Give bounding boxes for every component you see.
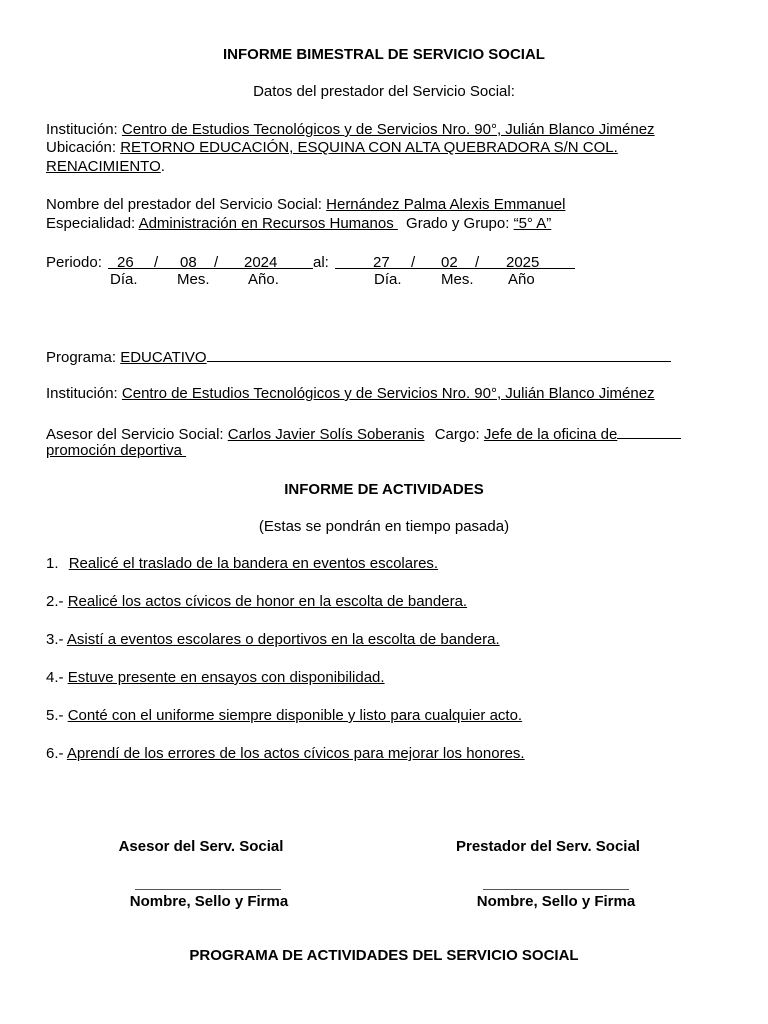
periodo-label: Periodo: xyxy=(46,254,102,271)
programa-institucion-label: Institución: xyxy=(46,385,118,402)
asesor-row xyxy=(46,424,681,444)
periodo-end-dia-caption: Día. xyxy=(374,271,402,288)
cargo-value-line1: Jefe de la oficina de xyxy=(483,426,618,443)
asesor-row-2 xyxy=(46,442,186,460)
periodo-sep-3: / xyxy=(411,254,416,271)
ubicacion-row xyxy=(46,139,618,157)
asesor-label: Asesor del Servicio Social: xyxy=(46,426,224,443)
institucion-value: Centro de Estudios Tecnológicos y de Servicios Nro. 90°, Julián Blanco Jiménez xyxy=(121,121,655,138)
asesor-signature-title: Asesor del Serv. Social xyxy=(118,838,284,855)
cargo-value-line2: promoción deportiva xyxy=(46,442,187,459)
nombre-value: Hernández Palma Alexis Emmanuel xyxy=(326,196,566,213)
list-item xyxy=(46,669,385,687)
periodo-start-anio-caption: Año. xyxy=(248,271,279,288)
asesor-value: Carlos Javier Solís Soberanis xyxy=(227,426,425,443)
programa-institucion-row xyxy=(46,385,655,403)
periodo-end-mes-caption: Mes. xyxy=(441,271,474,288)
list-item-number: 4.- xyxy=(46,669,64,686)
ubicacion-label: Ubicación: xyxy=(46,139,117,156)
nombre-row xyxy=(46,196,565,214)
list-item-text: Conté con el uniforme siempre disponible y listo para cualquier acto. xyxy=(67,707,523,724)
periodo-start-dia-caption: Día. xyxy=(110,271,138,288)
ubicacion-row-2 xyxy=(46,158,165,176)
periodo-end-month: 02 xyxy=(441,254,458,271)
list-item-text: Aprendí de los errores de los actos cívicos para mejorar los honores. xyxy=(66,745,525,762)
programa-row xyxy=(46,347,671,367)
prestador-signature-line xyxy=(483,889,629,891)
programa-institucion-value: Centro de Estudios Tecnológicos y de Servicios Nro. 90°, Julián Blanco Jiménez xyxy=(121,385,655,402)
periodo-end-anio-caption: Año xyxy=(508,271,535,288)
prestador-signature-caption: Nombre, Sello y Firma xyxy=(476,893,636,910)
periodo-start-day: 26 xyxy=(117,254,134,271)
ubicacion-period: . xyxy=(160,158,165,175)
institucion-row xyxy=(46,121,655,139)
list-item xyxy=(46,555,438,573)
especialidad-row xyxy=(46,215,551,233)
programa-label: Programa: xyxy=(46,349,117,366)
cargo-blank-line xyxy=(617,424,681,439)
list-item-number: 5.- xyxy=(46,707,64,724)
section-subtitle: Datos del prestador del Servicio Social: xyxy=(253,83,515,100)
list-item xyxy=(46,707,522,725)
list-item xyxy=(46,631,500,649)
report-title: INFORME BIMESTRAL DE SERVICIO SOCIAL xyxy=(223,46,545,63)
periodo-al-label: al: xyxy=(313,254,329,271)
actividades-title: INFORME DE ACTIVIDADES xyxy=(284,481,484,498)
periodo-sep-2: / xyxy=(214,254,219,271)
list-item-text: Estuve presente en ensayos con disponibilidad. xyxy=(67,669,385,686)
programa-actividades-title: PROGRAMA DE ACTIVIDADES DEL SERVICIO SOCIAL xyxy=(189,947,579,964)
cargo-label: Cargo: xyxy=(434,426,480,443)
periodo-start-mes-caption: Mes. xyxy=(177,271,210,288)
periodo-start-year: 2024 xyxy=(244,254,278,271)
programa-value: EDUCATIVO xyxy=(120,349,207,366)
asesor-signature-caption: Nombre, Sello y Firma xyxy=(129,893,289,910)
ubicacion-value-line2: RENACIMIENTO xyxy=(46,158,161,175)
list-item-number: 1. xyxy=(46,555,59,572)
periodo-sep-1: / xyxy=(154,254,159,271)
actividades-note: (Estas se pondrán en tiempo pasada) xyxy=(258,518,510,535)
list-item xyxy=(46,745,525,763)
list-item-number: 6.- xyxy=(46,745,64,762)
list-item xyxy=(46,593,467,611)
list-item-number: 2.- xyxy=(46,593,64,610)
list-item-text: Asistí a eventos escolares o deportivos en la escolta de bandera. xyxy=(66,631,500,648)
periodo-sep-4: / xyxy=(475,254,480,271)
asesor-signature-line xyxy=(135,889,281,891)
especialidad-value: Administración en Recursos Humanos xyxy=(138,215,398,232)
periodo-end-day: 27 xyxy=(373,254,390,271)
ubicacion-value-line1: RETORNO EDUCACIÓN, ESQUINA CON ALTA QUEBRADORA S/N COL. xyxy=(120,139,618,156)
list-item-number: 3.- xyxy=(46,631,64,648)
list-item-text: Realicé el traslado de la bandera en eventos escolares. xyxy=(68,555,439,572)
grado-label: Grado y Grupo: xyxy=(406,215,510,232)
periodo-start-underline xyxy=(108,268,313,269)
especialidad-label: Especialidad: xyxy=(46,215,136,232)
nombre-label: Nombre del prestador del Servicio Social: xyxy=(46,196,322,213)
grado-value: “5° A” xyxy=(513,215,552,232)
list-item-text: Realicé los actos cívicos de honor en la escolta de bandera. xyxy=(67,593,468,610)
programa-blank-line xyxy=(207,347,671,362)
periodo-start-month: 08 xyxy=(180,254,197,271)
institucion-label: Institución: xyxy=(46,121,118,138)
periodo-end-year: 2025 xyxy=(506,254,540,271)
prestador-signature-title: Prestador del Serv. Social xyxy=(456,838,640,855)
